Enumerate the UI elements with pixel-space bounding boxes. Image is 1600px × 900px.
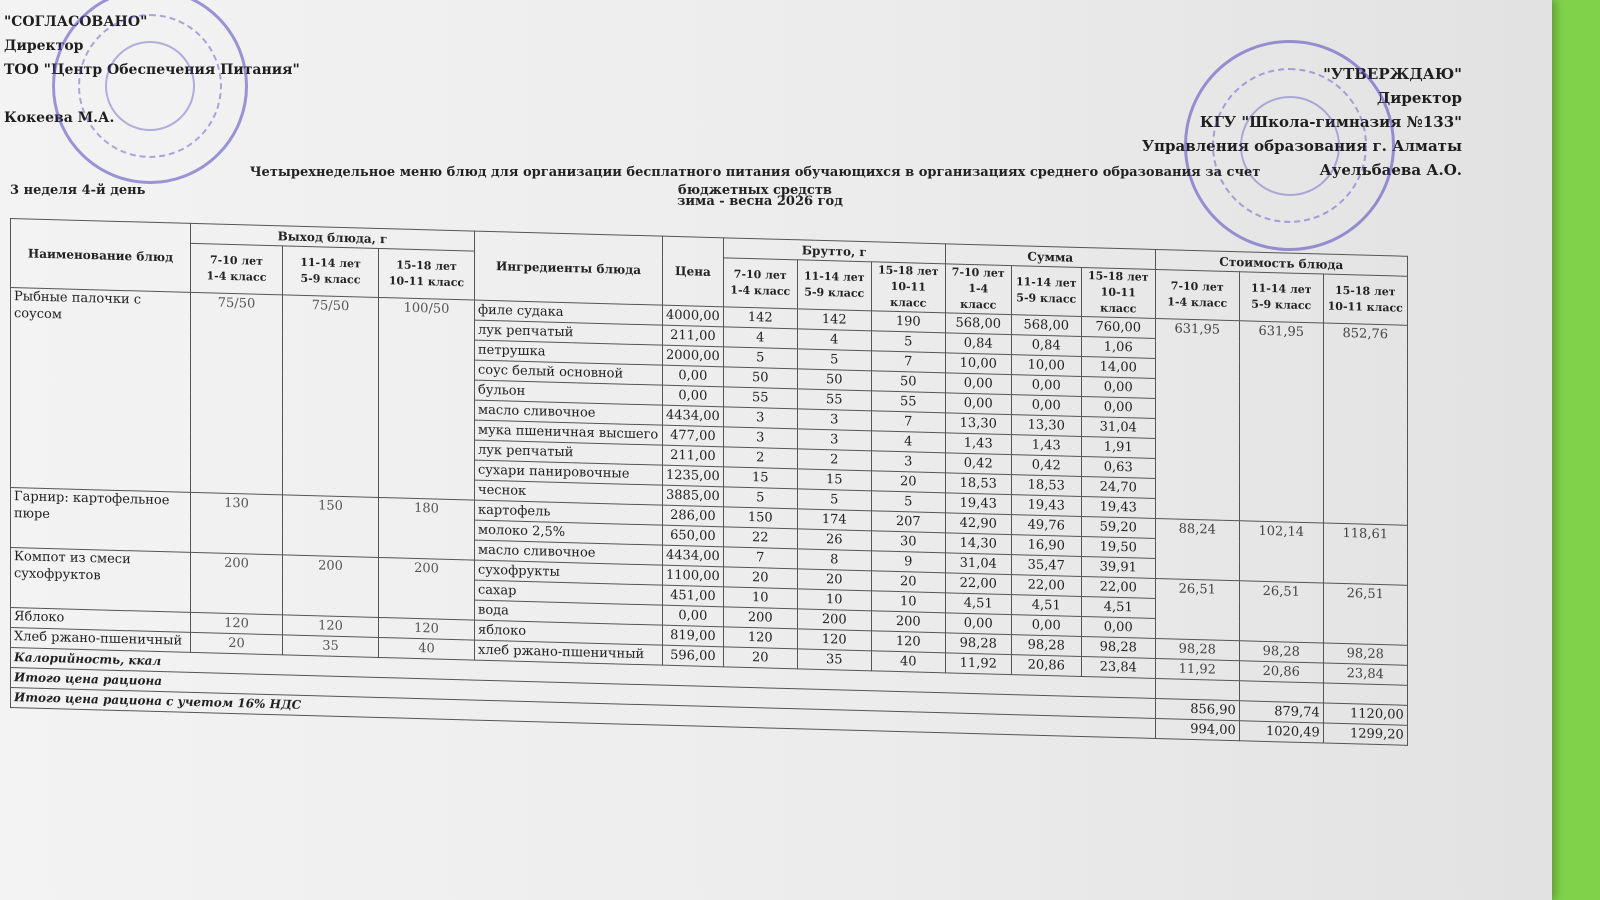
- ingredient-price: 2000,00: [663, 345, 724, 367]
- ingredient-gross-g1: 4: [723, 327, 797, 349]
- dish-cost-g1: 11,92: [1155, 658, 1239, 680]
- ingredient-sum-g3: 0,00: [1081, 396, 1155, 418]
- ingredient-gross-g1: 22: [723, 527, 797, 549]
- ingredient-gross-g3: 207: [871, 511, 945, 533]
- approval-right-line5: Ауельбаева А.О.: [1319, 161, 1462, 179]
- ingredient-name: масло сливочное: [475, 540, 663, 565]
- dish-yield-g1: 200: [191, 552, 283, 614]
- ingredient-gross-g1: 5: [723, 487, 797, 509]
- dish-cost-g1: 98,28: [1155, 638, 1239, 660]
- ingredient-gross-g3: 7: [871, 351, 945, 373]
- total-g3: 1120,00: [1323, 703, 1407, 725]
- total-vat-g3: 1299,20: [1323, 723, 1407, 745]
- calories-g3: [1323, 683, 1407, 705]
- approval-left-line3: ТОО "Центр Обеспечения Питания": [4, 62, 300, 78]
- total-g2: 879,74: [1239, 701, 1323, 723]
- ingredient-price: 211,00: [663, 325, 724, 347]
- ingredient-sum-g2: 0,42: [1011, 455, 1081, 477]
- ingredient-gross-g3: 190: [871, 311, 945, 333]
- ingredient-gross-g3: 3: [871, 451, 945, 473]
- approval-right-line3: КГУ "Школа-гимназия №133": [1199, 113, 1462, 131]
- approval-right-line4: Управления образования г. Алматы: [1141, 137, 1462, 155]
- calories-label: Калорийность, ккал: [11, 648, 1156, 699]
- dish-name: Яблоко: [11, 608, 191, 633]
- ingredient-gross-g3: 5: [871, 491, 945, 513]
- ingredient-name: молоко 2,5%: [475, 520, 663, 545]
- dish-name: Компот из смеси сухофруктов: [11, 548, 191, 613]
- document-title: Четырехнедельное меню блюд для организации бесплатного питания обучающихся в организациях среднего образования за счет бюджетных средств: [249, 165, 1261, 198]
- ingredient-gross-g1: 3: [723, 427, 797, 449]
- header-gross-g2: 11-14 лет 5-9 класс: [797, 260, 871, 311]
- dish-cost-g2: 26,51: [1239, 581, 1323, 643]
- total-vat-g1: 994,00: [1155, 718, 1239, 740]
- ingredient-price: 451,00: [663, 585, 724, 607]
- ingredient-price: 650,00: [663, 525, 724, 547]
- ingredient-gross-g3: 4: [871, 431, 945, 453]
- ingredient-sum-g3: 0,00: [1081, 616, 1155, 638]
- approval-right-line1: "УТВЕРЖДАЮ": [1323, 65, 1462, 83]
- ingredient-sum-g3: 31,04: [1081, 416, 1155, 438]
- ingredient-sum-g2: 1,43: [1011, 435, 1081, 457]
- dish-cost-g2: 102,14: [1239, 521, 1323, 583]
- approval-right-line2: Директор: [1376, 89, 1462, 107]
- ingredient-gross-g3: 7: [871, 411, 945, 433]
- ingredient-gross-g2: 120: [797, 629, 871, 651]
- ingredient-sum-g3: 4,51: [1081, 596, 1155, 618]
- approval-left-line2: Директор: [4, 38, 84, 54]
- header-cost: Стоимость блюда: [1155, 249, 1407, 276]
- ingredient-gross-g2: 50: [797, 369, 871, 391]
- ingredient-gross-g1: 120: [723, 627, 797, 649]
- ingredient-sum-g2: 18,53: [1011, 475, 1081, 497]
- ingredient-gross-g1: 2: [723, 447, 797, 469]
- ingredient-name: чеснок: [475, 480, 663, 505]
- dish-yield-g3: 40: [379, 637, 475, 660]
- ingredient-name: сухари панировочные: [475, 460, 663, 485]
- ingredient-gross-g3: 55: [871, 391, 945, 413]
- ingredient-sum-g2: 4,51: [1011, 595, 1081, 617]
- ingredient-name: бульон: [475, 380, 663, 405]
- dish-yield-g3: 120: [379, 617, 475, 640]
- ingredient-sum-g2: 98,28: [1011, 635, 1081, 657]
- dish-cost-g3: 23,84: [1323, 663, 1407, 685]
- ingredient-sum-g1: 19,43: [945, 493, 1011, 515]
- dish-yield-g2: 200: [283, 555, 379, 618]
- ingredient-price: 819,00: [663, 625, 724, 647]
- dish-cost-g1: 88,24: [1155, 518, 1239, 580]
- dish-yield-g1: 120: [191, 612, 283, 634]
- dish-cost-g2: 20,86: [1239, 661, 1323, 683]
- ingredient-price: 0,00: [663, 365, 724, 387]
- ingredient-name: лук репчатый: [475, 440, 663, 465]
- ingredient-gross-g3: 20: [871, 471, 945, 493]
- ingredient-sum-g1: 0,84: [945, 333, 1011, 355]
- ingredient-gross-g3: 40: [871, 651, 945, 673]
- ingredient-gross-g3: 120: [871, 631, 945, 653]
- ingredient-price: 1235,00: [663, 465, 724, 487]
- ingredient-price: 4434,00: [663, 545, 724, 567]
- ingredient-sum-g1: 42,90: [945, 513, 1011, 535]
- header-price: Цена: [663, 236, 724, 307]
- ingredient-gross-g1: 200: [723, 607, 797, 629]
- ingredient-name: сухофрукты: [475, 560, 663, 585]
- ingredient-gross-g2: 15: [797, 469, 871, 491]
- ingredient-sum-g3: 19,43: [1081, 496, 1155, 518]
- ingredient-sum-g1: 0,00: [945, 613, 1011, 635]
- dish-yield-g2: 75/50: [283, 295, 379, 498]
- header-yield-g3: 15-18 лет 10-11 класс: [379, 248, 475, 300]
- ingredient-sum-g2: 0,84: [1011, 335, 1081, 357]
- ingredient-gross-g2: 55: [797, 389, 871, 411]
- dish-cost-g2: 98,28: [1239, 641, 1323, 663]
- ingredient-sum-g2: 0,00: [1011, 615, 1081, 637]
- ingredient-sum-g1: 14,30: [945, 533, 1011, 555]
- ingredient-gross-g1: 5: [723, 347, 797, 369]
- ingredient-sum-g3: 14,00: [1081, 356, 1155, 378]
- ingredient-sum-g1: 4,51: [945, 593, 1011, 615]
- menu-table-wrap: [10, 218, 1408, 746]
- ingredient-sum-g3: 23,84: [1081, 656, 1155, 678]
- dish-cost-g3: 26,51: [1323, 583, 1407, 645]
- ingredient-price: 0,00: [663, 385, 724, 407]
- header-yield-g2: 11-14 лет 5-9 класс: [283, 246, 379, 298]
- ingredient-sum-g1: 0,00: [945, 393, 1011, 415]
- ingredient-name: петрушка: [475, 340, 663, 365]
- ingredient-sum-g2: 22,00: [1011, 575, 1081, 597]
- ingredient-gross-g3: 30: [871, 531, 945, 553]
- dish-name: Рыбные палочки с соусом: [11, 288, 191, 493]
- ingredient-sum-g3: 0,63: [1081, 456, 1155, 478]
- ingredient-price: 0,00: [663, 605, 724, 627]
- header-sum-g2: 11-14 лет 5-9 класс: [1011, 266, 1081, 317]
- ingredient-price: 477,00: [663, 425, 724, 447]
- ingredient-sum-g1: 1,43: [945, 433, 1011, 455]
- header-cost-g2: 11-14 лет 5-9 класс: [1239, 272, 1323, 323]
- calories-g2: [1239, 681, 1323, 703]
- ingredient-gross-g2: 5: [797, 349, 871, 371]
- ingredient-sum-g3: 59,20: [1081, 516, 1155, 538]
- ingredient-sum-g3: 0,00: [1081, 376, 1155, 398]
- ingredient-gross-g2: 5: [797, 489, 871, 511]
- dish-name: Гарнир: картофельное пюре: [11, 488, 191, 553]
- approval-left-line1: "СОГЛАСОВАНО": [4, 14, 148, 30]
- ingredient-sum-g1: 11,92: [945, 653, 1011, 675]
- ingredient-sum-g3: 1,06: [1081, 336, 1155, 358]
- ingredient-gross-g3: 10: [871, 591, 945, 613]
- header-ingredients: Ингредиенты блюда: [475, 231, 663, 305]
- ingredient-name: хлеб ржано-пшеничный: [475, 640, 663, 665]
- ingredient-sum-g2: 20,86: [1011, 655, 1081, 677]
- ingredient-sum-g1: 0,00: [945, 373, 1011, 395]
- ingredient-price: 596,00: [663, 645, 724, 667]
- ingredient-name: вода: [475, 600, 663, 625]
- header-gross: Брутто, г: [723, 238, 945, 264]
- dish-name: Хлеб ржано-пшеничный: [11, 628, 191, 653]
- ingredient-sum-g2: 0,00: [1011, 375, 1081, 397]
- dish-cost-g1: 631,95: [1155, 318, 1239, 520]
- ingredient-gross-g3: 200: [871, 611, 945, 633]
- ingredient-gross-g2: 142: [797, 309, 871, 331]
- ingredient-gross-g2: 4: [797, 329, 871, 351]
- ingredient-sum-g1: 10,00: [945, 353, 1011, 375]
- total-label: Итого цена рациона: [11, 668, 1156, 719]
- ingredient-gross-g1: 7: [723, 547, 797, 569]
- ingredient-sum-g2: 568,00: [1011, 315, 1081, 337]
- ingredient-gross-g2: 26: [797, 529, 871, 551]
- dish-yield-g3: 200: [379, 557, 475, 620]
- dish-yield-g2: 35: [283, 635, 379, 658]
- ingredient-gross-g1: 142: [723, 307, 797, 329]
- ingredient-sum-g2: 16,90: [1011, 535, 1081, 557]
- ingredient-sum-g1: 98,28: [945, 633, 1011, 655]
- dish-cost-g3: 118,61: [1323, 523, 1407, 585]
- ingredient-name: соус белый основной: [475, 360, 663, 385]
- ingredient-sum-g3: 98,28: [1081, 636, 1155, 658]
- header-gross-g1: 7-10 лет 1-4 класс: [723, 258, 797, 309]
- ingredient-gross-g1: 10: [723, 587, 797, 609]
- ingredient-sum-g1: 568,00: [945, 313, 1011, 335]
- dish-cost-g2: 631,95: [1239, 321, 1323, 523]
- ingredient-sum-g1: 0,42: [945, 453, 1011, 475]
- dish-cost-g3: 852,76: [1323, 323, 1407, 525]
- ingredient-name: лук репчатый: [475, 320, 663, 345]
- ingredient-gross-g2: 3: [797, 429, 871, 451]
- ingredient-name: филе судака: [475, 300, 663, 325]
- total-vat-label: Итого цена рациона с учетом 16% НДС: [11, 688, 1156, 739]
- dish-yield-g1: 130: [191, 492, 283, 554]
- ingredient-gross-g2: 3: [797, 409, 871, 431]
- ingredient-name: яблоко: [475, 620, 663, 645]
- ingredient-gross-g3: 9: [871, 551, 945, 573]
- header-sum: Сумма: [945, 244, 1155, 270]
- header-cost-g1: 7-10 лет 1-4 класс: [1155, 269, 1239, 320]
- ingredient-sum-g2: 10,00: [1011, 355, 1081, 377]
- ingredient-sum-g3: 1,91: [1081, 436, 1155, 458]
- ingredient-gross-g1: 20: [723, 567, 797, 589]
- ingredient-price: 1100,00: [663, 565, 724, 587]
- ingredient-gross-g2: 35: [797, 649, 871, 671]
- dish-yield-g3: 180: [379, 497, 475, 560]
- ingredient-gross-g1: 3: [723, 407, 797, 429]
- ingredient-sum-g2: 49,76: [1011, 515, 1081, 537]
- dish-yield-g1: 20: [191, 632, 283, 654]
- stamp-left-icon: [52, 0, 248, 184]
- ingredient-price: 4434,00: [663, 405, 724, 427]
- ingredient-sum-g2: 13,30: [1011, 415, 1081, 437]
- ingredient-gross-g2: 2: [797, 449, 871, 471]
- ingredient-gross-g1: 20: [723, 647, 797, 669]
- ingredient-gross-g1: 55: [723, 387, 797, 409]
- ingredient-name: картофель: [475, 500, 663, 525]
- header-yield-g1: 7-10 лет 1-4 класс: [191, 243, 283, 294]
- ingredient-sum-g1: 31,04: [945, 553, 1011, 575]
- ingredient-sum-g3: 19,50: [1081, 536, 1155, 558]
- ingredient-gross-g2: 200: [797, 609, 871, 631]
- ingredient-gross-g3: 20: [871, 571, 945, 593]
- header-sum-g3: 15-18 лет 10-11 класс: [1081, 267, 1155, 318]
- menu-table-body: [11, 288, 1408, 746]
- header-sum-g1: 7-10 лет 1-4 класс: [945, 264, 1011, 315]
- dish-yield-g2: 150: [283, 495, 379, 558]
- dish-yield-g2: 120: [283, 615, 379, 638]
- stamp-right-icon: [1184, 40, 1395, 251]
- ingredient-gross-g1: 15: [723, 467, 797, 489]
- ingredient-sum-g1: 18,53: [945, 473, 1011, 495]
- total-vat-g2: 1020,49: [1239, 721, 1323, 743]
- dish-cost-g3: 98,28: [1323, 643, 1407, 665]
- approval-left-line4: Кокеева М.А.: [4, 110, 115, 126]
- dish-yield-g1: 75/50: [191, 292, 283, 494]
- total-g1: 856,90: [1155, 698, 1239, 720]
- ingredient-gross-g1: 150: [723, 507, 797, 529]
- menu-table: [10, 218, 1408, 746]
- ingredient-gross-g3: 50: [871, 371, 945, 393]
- ingredient-gross-g2: 8: [797, 549, 871, 571]
- ingredient-price: 3885,00: [663, 485, 724, 507]
- ingredient-name: мука пшеничная высшего: [475, 420, 663, 445]
- ingredient-sum-g1: 13,30: [945, 413, 1011, 435]
- ingredient-sum-g3: 760,00: [1081, 316, 1155, 338]
- ingredient-sum-g2: 35,47: [1011, 555, 1081, 577]
- ingredient-sum-g3: 39,91: [1081, 556, 1155, 578]
- ingredient-sum-g1: 22,00: [945, 573, 1011, 595]
- ingredient-gross-g2: 174: [797, 509, 871, 531]
- ingredient-gross-g2: 10: [797, 589, 871, 611]
- dish-yield-g3: 100/50: [379, 297, 475, 500]
- ingredient-price: 211,00: [663, 445, 724, 467]
- week-day-label: 3 неделя 4-й день: [10, 183, 146, 198]
- ingredient-sum-g3: 22,00: [1081, 576, 1155, 598]
- ingredient-price: 4000,00: [663, 305, 724, 327]
- ingredient-name: сахар: [475, 580, 663, 605]
- header-dish: Наименование блюд: [11, 219, 191, 293]
- ingredient-sum-g3: 24,70: [1081, 476, 1155, 498]
- season-label: зима - весна 2026 год: [677, 194, 843, 209]
- ingredient-sum-g2: 19,43: [1011, 495, 1081, 517]
- ingredient-name: масло сливочное: [475, 400, 663, 425]
- header-cost-g3: 15-18 лет 10-11 класс: [1323, 274, 1407, 325]
- header-yield: Выход блюда, г: [191, 223, 475, 251]
- ingredient-gross-g1: 50: [723, 367, 797, 389]
- ingredient-price: 286,00: [663, 505, 724, 527]
- ingredient-sum-g2: 0,00: [1011, 395, 1081, 417]
- header-gross-g3: 15-18 лет 10-11 класс: [871, 262, 945, 313]
- ingredient-gross-g3: 5: [871, 331, 945, 353]
- calories-g1: [1155, 678, 1239, 700]
- ingredient-gross-g2: 20: [797, 569, 871, 591]
- dish-cost-g1: 26,51: [1155, 578, 1239, 640]
